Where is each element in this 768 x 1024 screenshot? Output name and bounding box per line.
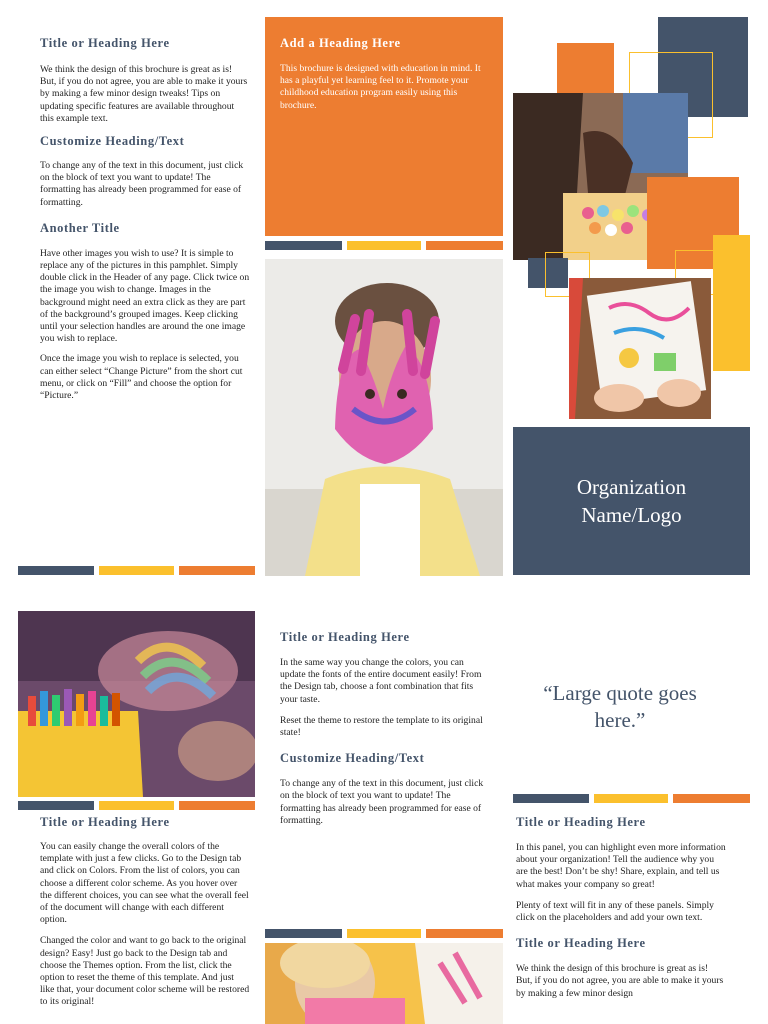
organization-name: Organization Name/Logo [576,475,687,527]
panel-text: Plenty of text will fit in any of these panels. Simply click on the placeholders and add your own text. [516,899,714,924]
organization-logo-box [513,427,750,575]
bottom-middle-panel [280,630,490,827]
child-painted-hands-photo [265,259,503,576]
panel-heading: Title or Heading Here [516,936,646,951]
bottom-left-panel [40,815,250,1009]
accent-stripe [594,794,668,803]
accent-stripe [347,241,421,250]
kids-drawing-photo [569,278,711,419]
accent-stripe [347,929,421,938]
accent-stripe [265,241,342,250]
panel-text: In the same way you change the colors, you can update the fonts of the entire document easily! From the Design tab, choose a font combination that fits your taste. [280,657,482,705]
accent-stripe [99,566,174,575]
panel-heading: Title or Heading Here [516,815,646,829]
box-text: This brochure is designed with education in mind. It has a playful yet learning feel to it. Promote your childhood education program easily using this brochure. [280,63,481,111]
panel-text: Have other images you wish to use? It is simple to replace any of the pictures in this pamphlet. Simply double click in the Header of any page. Click twice on the image you wish to change. Images in the background might need an extra click as they are part of the background’s grouped images. Keep clicking until your selection handles are around the one image you wish to replace. [40,247,250,345]
accent-stripe [426,929,503,938]
top-left-panel [40,36,250,402]
accent-stripe [179,566,255,575]
panel-heading: Title or Heading Here [40,36,170,50]
accent-stripe [18,566,94,575]
box-heading: Add a Heading Here [280,36,401,50]
panel-heading: Title or Heading Here [40,815,170,829]
panel-heading: Customize Heading/Text [280,751,425,766]
panel-text: We think the design of this brochure is great as is! But, if you do not agree, you are able to make it yours by making a few minor design [516,963,724,999]
bottom-right-panel [516,815,726,1000]
accent-stripe [426,241,503,250]
panel-heading: Customize Heading/Text [40,134,185,149]
child-smiling-photo [265,943,503,1024]
panel-text: To change any of the text in this document, just click on the block of text you want to update! The formatting has already been programmed for ease of formatting. [280,778,484,826]
panel-text: We think the design of this brochure is great as is! But, if you do not agree, you are able to make it yours by making a few minor design tweaks! Tips on updating specific features are available throughout this example text. [40,64,248,124]
accent-stripe [99,801,174,810]
panel-text: In this panel, you can highlight even more information about your organization! Tell the audience why you are the best! Don’t be shy! Share, explain, and tell us what makes your company so great! [516,842,726,890]
accent-stripe [179,801,255,810]
large-quote: “Large quote goes here.” [543,681,697,732]
panel-heading: Another Title [40,220,120,235]
panel-text: Changed the color and want to go back to the original design? Easy! Just go back to the Design tab and choose the Themes option. From the list, click the option to reset the theme of this template. And just like that, your document color scheme will be restored to its original! [40,935,250,1008]
accent-stripe [265,929,342,938]
orange-heading-box [265,17,503,236]
panel-text: To change any of the text in this document, just click on the block of text you want to update! The formatting has already been programmed for ease of formatting. [40,160,244,208]
panel-text: You can easily change the overall colors of the template with just a few clicks. Go to the Design tab and click on Colors. From the list of colors, you can choose a different color scheme. As you hover over the different choices, you can see what the overall feel of the document will change with each different option. [40,841,249,926]
decor-square [557,43,614,95]
accent-stripe [673,794,750,803]
panel-heading: Title or Heading Here [280,630,410,644]
accent-stripe [18,801,94,810]
panel-text: Once the image you wish to replace is selected, you can either select “Change Picture” from the short cut menu, or click on “Fill” and choose the option for “Picture.” [40,353,243,402]
crayons-photo [18,611,255,797]
panel-text: Reset the theme to restore the template to its original state! [280,714,483,739]
accent-stripe [513,794,589,803]
